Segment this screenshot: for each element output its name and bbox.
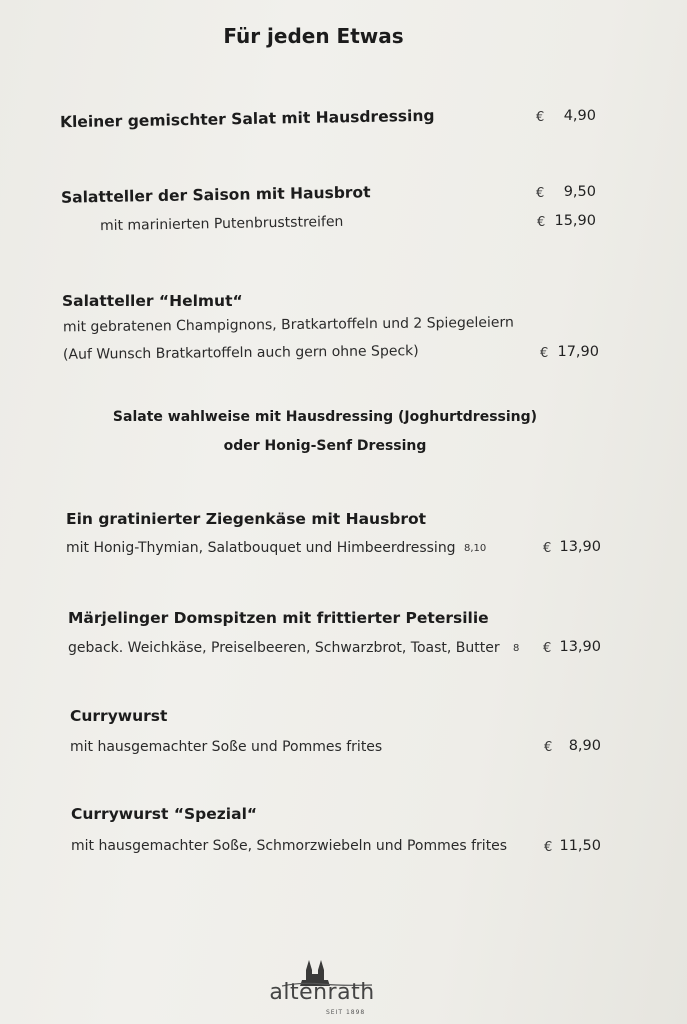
currency-symbol: € bbox=[543, 541, 552, 556]
currency-symbol: € bbox=[540, 346, 549, 361]
allergen-codes: 8 bbox=[513, 643, 520, 654]
item-price: 4,90 bbox=[563, 108, 596, 124]
currency-symbol: € bbox=[544, 740, 553, 755]
logo-wordmark: altenrath bbox=[269, 980, 375, 1005]
item-price: 13,90 bbox=[559, 539, 601, 555]
allergen-codes: 8,10 bbox=[464, 543, 487, 554]
item-name: Kleiner gemischter Salat mit Hausdressing bbox=[59, 106, 435, 132]
item-name: Salatteller “Helmut“ bbox=[62, 292, 243, 310]
item-sub-price: 15,90 bbox=[554, 213, 596, 229]
item-description: mit Honig-Thymian, Salatbouquet und Himbeerdressing bbox=[66, 540, 456, 556]
item-price: 13,90 bbox=[559, 639, 601, 655]
item-price: 11,50 bbox=[559, 838, 601, 854]
currency-symbol: € bbox=[537, 215, 546, 230]
dressing-note: Salate wahlweise mit Hausdressing (Joghurtdressing) bbox=[112, 409, 538, 425]
item-name: Ein gratinierter Ziegenkäse mit Hausbrot bbox=[66, 510, 427, 528]
item-price: 17,90 bbox=[557, 344, 599, 360]
logo-since: SEIT 1898 bbox=[326, 1009, 366, 1016]
item-description: mit hausgemachter Soße, Schmorzwiebeln und Pommes frites bbox=[71, 838, 508, 854]
item-name: Currywurst “Spezial“ bbox=[71, 805, 258, 823]
item-description: (Auf Wunsch Bratkartoffeln auch gern ohne Speck) bbox=[62, 343, 419, 363]
currency-symbol: € bbox=[544, 840, 553, 855]
item-price: 9,50 bbox=[563, 184, 596, 200]
dressing-note: oder Honig-Senf Dressing bbox=[223, 438, 427, 454]
item-description: mit gebratenen Champignons, Bratkartoffeln und 2 Spiegeleiern bbox=[62, 314, 514, 336]
item-name: Currywurst bbox=[70, 707, 168, 725]
item-name: Märjelinger Domspitzen mit frittierter Petersilie bbox=[68, 609, 489, 627]
item-description: geback. Weichkäse, Preiselbeeren, Schwarzbrot, Toast, Butter bbox=[68, 640, 500, 656]
item-description: mit hausgemachter Soße und Pommes frites bbox=[70, 739, 383, 755]
currency-symbol: € bbox=[543, 641, 552, 656]
page-title: Für jeden Etwas bbox=[223, 24, 404, 48]
currency-symbol: € bbox=[536, 110, 545, 125]
currency-symbol: € bbox=[536, 186, 545, 201]
item-name: Salatteller der Saison mit Hausbrot bbox=[60, 183, 371, 207]
restaurant-logo bbox=[262, 958, 392, 1018]
item-price: 8,90 bbox=[568, 738, 601, 754]
item-sub-option: mit marinierten Putenbruststreifen bbox=[99, 213, 344, 235]
